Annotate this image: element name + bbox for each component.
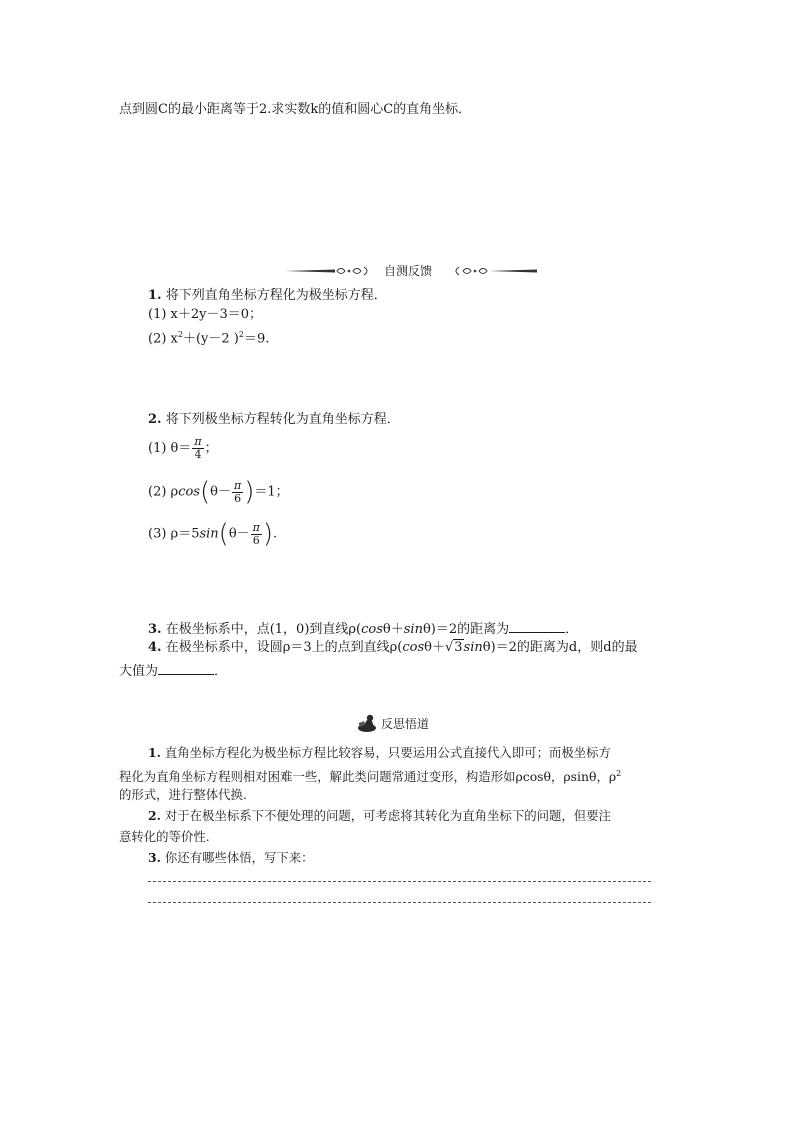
reflection-3-line1: 3. 你还有哪些体悟，写下来： <box>148 850 314 865</box>
reading-figure-icon <box>357 713 379 733</box>
sqrt: √3 <box>444 640 463 655</box>
top-text: 点到圆C的最小距离等于2.求实数k的值和圆心C的直角坐标． <box>119 102 472 117</box>
answer-blank[interactable] <box>509 620 565 633</box>
writing-line[interactable] <box>148 902 651 903</box>
self-test-heading: 自测反馈 <box>384 264 433 278</box>
q1-stem: 1. 将下列直角坐标方程化为极坐标方程． <box>148 288 387 303</box>
q2-part1: (1) θ＝ $\frac{\pi}{4}$ ； <box>148 435 218 461</box>
self-test-header <box>283 262 539 280</box>
left-ornament-icon <box>283 265 375 277</box>
fraction: $\frac{\pi}{6}$ <box>233 478 242 505</box>
reflection-2-line1: 2. 对于在极坐标系下不便处理的问题，可考虑将其转化为直角坐标下的问题，但要注 <box>148 808 611 823</box>
q4-line2: 大值为 ． <box>119 664 228 679</box>
reflection-1-line2: 程化为直角坐标方程则相对困难一些，解此类问题常通过变形，构造形如ρcosθ，ρsinθ，$\rho^2$ <box>119 769 622 785</box>
q1-part2: (2) $x^2+(y-2$ )$^2$＝9. <box>148 330 270 347</box>
q2-part3: (3) ρ＝5sin(θ－ $\frac{\pi}{6}$ ). <box>148 519 278 549</box>
reflection-heading: 反思悟道 <box>381 717 430 731</box>
fraction: $\frac{\pi}{4}$ <box>194 435 202 461</box>
q4: 4. 在极坐标系中，设圆ρ＝3上的点到直线ρ(cosθ＋√3sinθ)＝2的距离为d，则d的最 <box>148 640 638 655</box>
reflection-1-line1: 1. 直角坐标方程化为极坐标方程比较容易，只要运用公式直接代入即可；而极坐标方 <box>148 745 611 760</box>
reflection-1-line3: 的形式，进行整体代换. <box>119 787 247 802</box>
writing-line[interactable] <box>148 881 651 882</box>
q2-stem: 2. 将下列极坐标方程转化为直角坐标方程． <box>148 412 400 427</box>
right-ornament-icon <box>451 265 539 277</box>
reflection-2-line2: 意转化的等价性. <box>119 829 210 844</box>
answer-blank[interactable] <box>158 662 214 675</box>
q2-part2: (2) ρcos(θ－ $\frac{\pi}{6}$ )＝1； <box>148 477 289 507</box>
q3: 3. 在极坐标系中，点(1，0)到直线ρ(cosθ＋sinθ)＝2的距离为 ． <box>148 622 579 637</box>
q1-part1: (1) x＋2y－3＝0； <box>148 307 263 322</box>
fraction: $\frac{\pi}{6}$ <box>252 520 260 547</box>
